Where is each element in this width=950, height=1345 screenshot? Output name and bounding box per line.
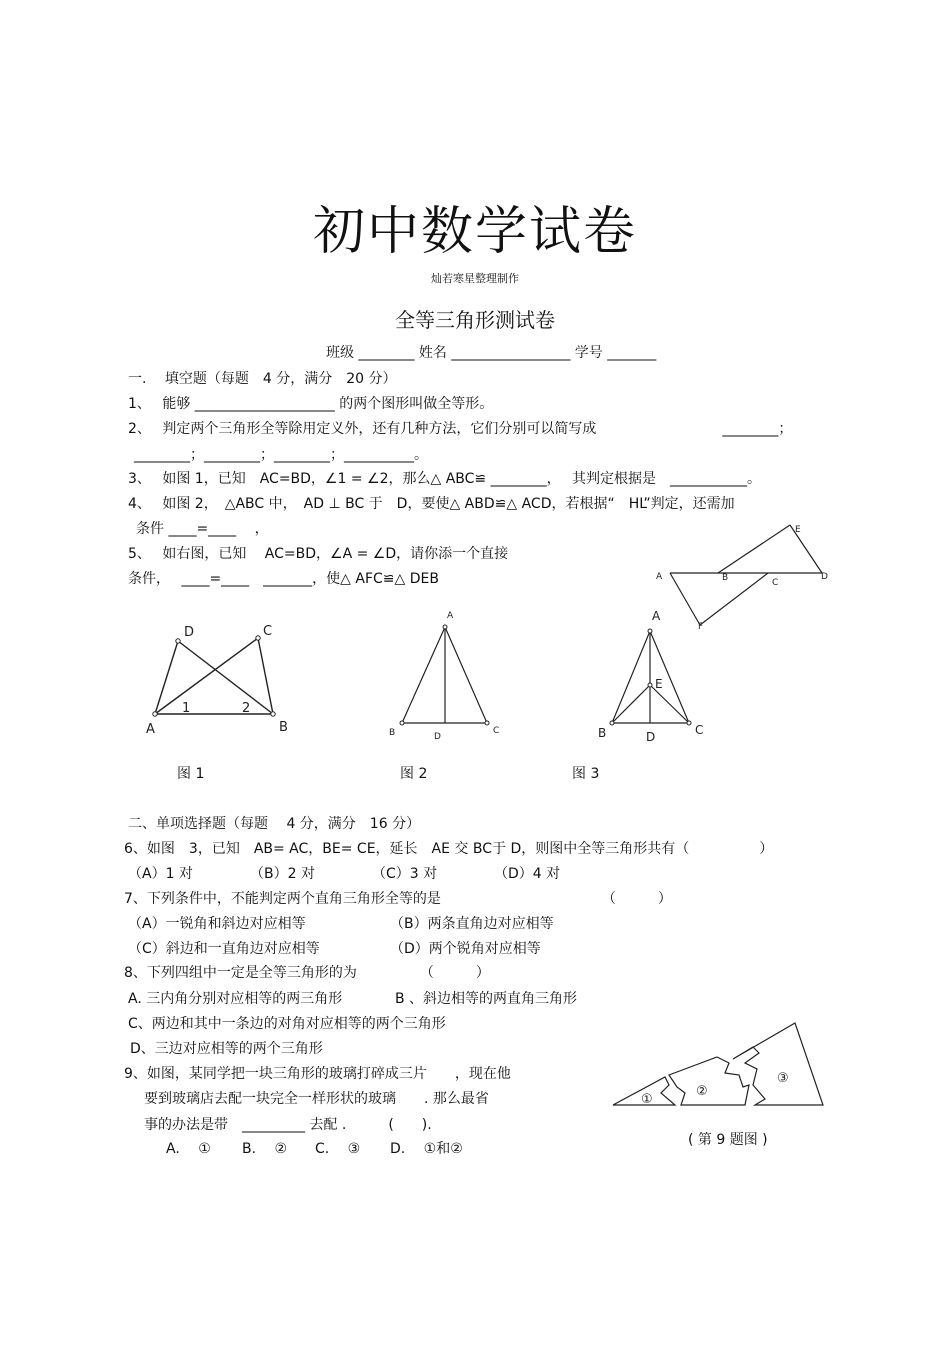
question-8: 8、下列四组中一定是全等三角形的为 （ ）	[124, 965, 490, 981]
q8-option-c: C、两边和其中一条边的对角对应相等的两个三角形	[128, 1016, 446, 1032]
fig9-label-2: ②	[696, 1084, 708, 1099]
fig2-label-c: C	[493, 726, 500, 736]
q7-option-a: （A）一锐角和斜边对应相等	[128, 916, 306, 932]
question-5-line1: 5、 如右图，已知 AC=BD，∠A = ∠D，请你添一个直接	[128, 546, 509, 562]
question-4-line1: 4、 如图 2， △ABC 中， AD ⊥ BC 于 D，要使△ ABD≌△ ACD，若根据“ HL”判定，还需加	[128, 496, 735, 512]
q9-option-c: C. ③	[315, 1141, 361, 1157]
figure-9	[605, 1015, 835, 1115]
q8-option-b: B 、斜边相等的两直角三角形	[395, 991, 578, 1007]
q6-option-d: （D）4 对	[494, 866, 561, 882]
figure-2-caption: 图 2	[400, 766, 428, 782]
question-1: 1、 能够 ____________________ 的两个图形叫做全等形。	[128, 396, 494, 412]
fig3-label-e: E	[655, 677, 663, 691]
fig3-label-d: D	[646, 730, 656, 744]
question-4-line2: 条件 ____=____ ，	[136, 521, 269, 537]
question-9-line2: 要到玻璃店去配一块完全一样形状的玻璃 . 那么最省	[144, 1091, 489, 1107]
fig3-label-a: A	[652, 609, 661, 623]
q7-option-b: （B）两条直角边对应相等	[390, 916, 554, 932]
figure-3	[595, 605, 715, 750]
fig2-label-b: B	[389, 728, 396, 738]
fig5-label-b: B	[722, 573, 729, 583]
fig1-label-c: C	[263, 624, 273, 639]
question-7: 7、下列条件中，不能判定两个直角三角形全等的是 （ ）	[124, 891, 672, 907]
fig1-label-b: B	[279, 720, 288, 735]
fig3-label-b: B	[598, 726, 607, 740]
section2-heading: 二、单项选择题（每题 4 分，满分 16 分）	[128, 816, 421, 832]
question-2-line1: 2、 判定两个三角形全等除用定义外，还有几种方法，它们分别可以简写成 ________；	[128, 421, 793, 437]
fig2-label-a: A	[447, 611, 454, 621]
fig1-label-2: 2	[242, 701, 251, 716]
q9-option-a: A. ①	[166, 1141, 211, 1157]
figure-3-caption: 图 3	[572, 766, 600, 782]
page-title: 初中数学试卷	[312, 202, 637, 262]
fig1-label-d: D	[184, 625, 195, 640]
question-3: 3、 如图 1，已知 AC=BD，∠1 = ∠2，那么△ ABC≌ ________， 其判定根据是 ___________。	[128, 471, 762, 487]
fig5-label-e: E	[795, 525, 801, 535]
q6-option-a: （A）1 对	[128, 866, 193, 882]
section1-heading: 一. 填空题（每题 4 分，满分 20 分）	[128, 371, 397, 387]
fig5-label-a: A	[656, 572, 663, 582]
info-line: 班级 ________ 姓名 _________________ 学号 _______	[326, 345, 657, 361]
fig5-label-f: F	[698, 622, 704, 632]
q9-option-b: B. ②	[242, 1141, 288, 1157]
figure-1	[140, 618, 300, 738]
q7-option-c: （C）斜边和一直角边对应相等	[128, 941, 320, 957]
q9-option-d: D. ①和②	[390, 1141, 463, 1157]
q6-option-c: （C）3 对	[372, 866, 438, 882]
fig5-label-c: C	[772, 578, 779, 588]
fig9-label-3: ③	[777, 1071, 789, 1086]
question-5-line2: 条件， ____=____ _______，使△ AFC≌△ DEB	[128, 571, 439, 587]
q8-option-a: A. 三内角分别对应相等的两三角形	[128, 991, 343, 1007]
fig1-label-1: 1	[182, 701, 191, 716]
q7-option-d: （D）两个锐角对应相等	[390, 941, 541, 957]
fig9-label-1: ①	[641, 1092, 653, 1107]
question-9-line3: 事的办法是带 _________ 去配 . ( ).	[144, 1117, 432, 1133]
fig1-label-a: A	[146, 722, 155, 737]
fig2-label-d: D	[434, 732, 441, 742]
figure-1-caption: 图 1	[177, 766, 205, 782]
fig5-label-d: D	[821, 572, 828, 582]
question-9-line1: 9、如图，某同学把一块三角形的玻璃打碎成三片 ，现在他	[124, 1066, 511, 1082]
question-2-line2: ________；________；________；__________。	[134, 447, 428, 463]
figure-2	[385, 605, 515, 745]
question-6: 6、如图 3，已知 AB= AC，BE= CE，延长 AE 交 BC于 D，则图中全等三角形共有（ ）	[124, 841, 774, 857]
figure-9-caption: ( 第 9 题图 )	[688, 1132, 768, 1148]
test-title: 全等三角形测试卷	[395, 308, 555, 332]
page-subtitle: 灿若寒星整理制作	[431, 272, 519, 285]
q8-option-d: D、三边对应相等的两个三角形	[130, 1041, 323, 1057]
fig3-label-c: C	[695, 723, 704, 737]
q6-option-b: （B）2 对	[250, 866, 315, 882]
